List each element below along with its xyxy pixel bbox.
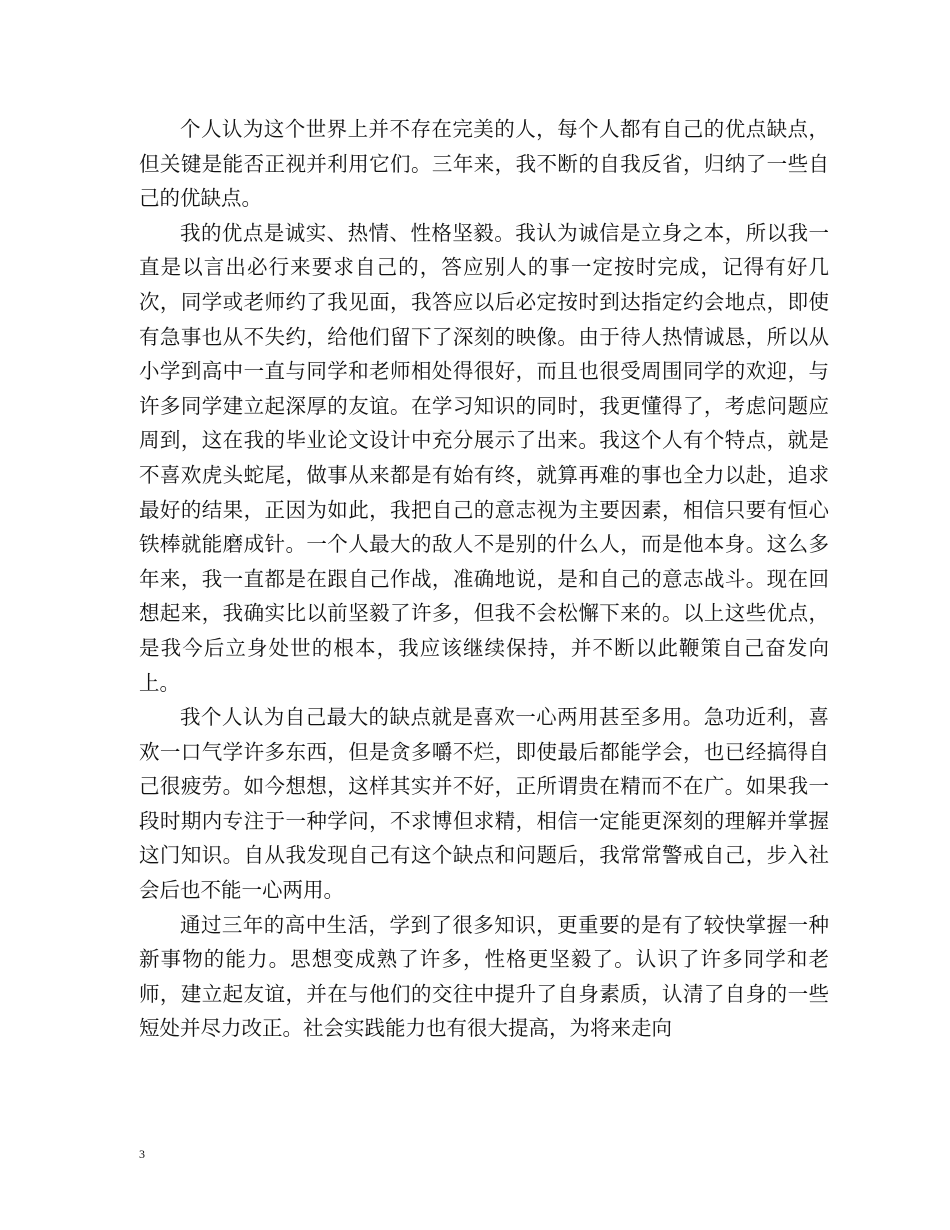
paragraph-4: 通过三年的高中生活，学到了很多知识，更重要的是有了较快掌握一种新事物的能力。思想变成熟了许多，性格更坚毅了。认识了许多同学和老师，建立起友谊，并在与他们的交往中提升了自身素质，认清了自身的一些短处并尽力改正。社会实践能力也有很大提高，为将来走向 [139, 912, 829, 1041]
paragraph-1: 个人认为这个世界上并不存在完美的人，每个人都有自己的优点缺点，但关键是能否正视并利用它们。三年来，我不断的自我反省，归纳了一些自己的优缺点。 [139, 117, 829, 211]
body-text [139, 112, 829, 1046]
page-number: 3 [139, 1147, 145, 1161]
paragraph-3: 我个人认为自己最大的缺点就是喜欢一心两用甚至多用。急功近利，喜欢一口气学许多东西，但是贪多嚼不烂，即使最后都能学会，也已经搞得自己很疲劳。如今想想，这样其实并不好，正所谓贵在精而不在广。如果我一段时期内专注于一种学问，不求博但求精，相信一定能更深刻的理解并掌握这门知识。自从我发现自己有这个缺点和问题后，我常常警戒自己，步入社会后也不能一心两用。 [139, 705, 829, 903]
paragraph-2: 我的优点是诚实、热情、性格坚毅。我认为诚信是立身之本，所以我一直是以言出必行来要求自己的，答应别人的事一定按时完成，记得有好几次，同学或老师约了我见面，我答应以后必定按时到达指定约会地点，即使有急事也从不失约，给他们留下了深刻的映像。由于待人热情诚恳，所以从小学到高中一直与同学和老师相处得很好，而且也很受周围同学的欢迎，与许多同学建立起深厚的友谊。在学习知识的同时，我更懂得了，考虑问题应周到，这在我的毕业论文设计中充分展示了出来。我这个人有个特点，就是不喜欢虎头蛇尾，做事从来都是有始有终，就算再难的事也全力以赴，追求最好的结果，正因为如此，我把自己的意志视为主要因素，相信只要有恒心铁棒就能磨成针。一个人最大的敌人不是别的什么人，而是他本身。这么多年来，我一直都是在跟自己作战，准确地说，是和自己的意志战斗。现在回想起来，我确实比以前坚毅了许多，但我不会松懈下来的。以上这些优点，是我今后立身处世的根本，我应该继续保持，并不断以此鞭策自己奋发向上。 [139, 220, 829, 695]
